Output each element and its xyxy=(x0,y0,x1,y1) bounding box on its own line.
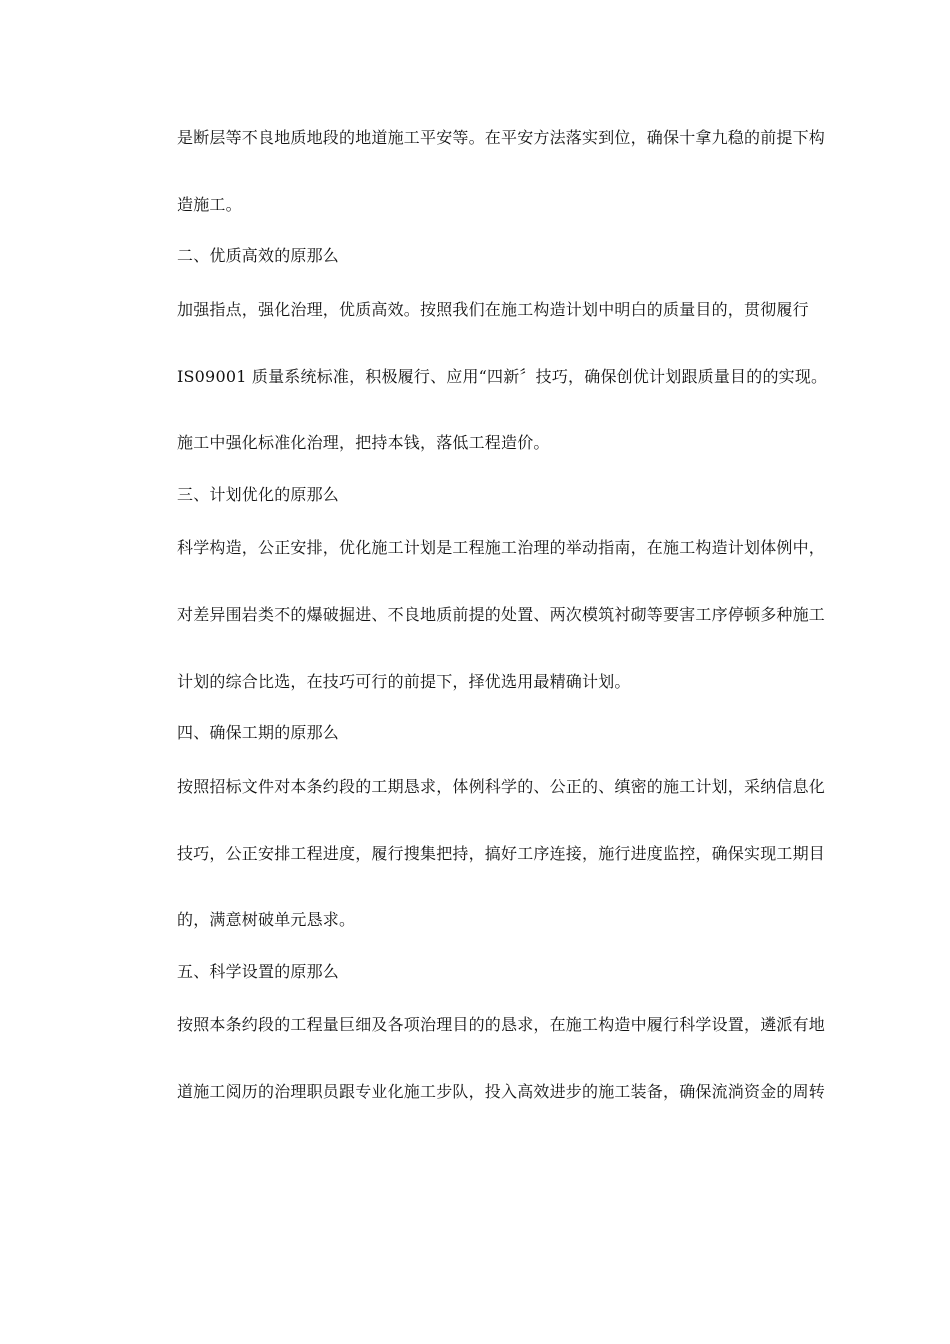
body-text-line: 是断层等不良地质地段的地道施工平安等。在平安方法落实到位，确保十拿九稳的前提下构 xyxy=(177,128,826,147)
body-text-line: 的，满意树破单元恳求。 xyxy=(177,910,356,929)
body-text-line: 施工中强化标准化治理，把持本钱，落低工程造价。 xyxy=(177,433,550,452)
body-text-line: 道施工阅历的治理职员跟专业化施工步队，投入高效进步的施工装备，确保流淌资金的周转 xyxy=(177,1082,826,1101)
body-text-line: 加强指点，强化治理，优质高效。按照我们在施工构造计划中明白的质量目的，贯彻履行 xyxy=(177,300,809,319)
body-text-line: 科学构造，公正安排，优化施工计划是工程施工治理的举动指南，在施工构造计划体例中， xyxy=(177,538,826,557)
section-heading: 三、计划优化的原那么 xyxy=(177,485,340,504)
body-text-line: 按照本条约段的工程量巨细及各项治理目的的恳求，在施工构造中履行科学设置，遴派有地 xyxy=(177,1015,826,1034)
body-text-line: 造施工。 xyxy=(177,195,242,214)
body-text-line: 计划的综合比选，在技巧可行的前提下，择优选用最精确计划。 xyxy=(177,672,631,691)
section-heading: 五、科学设置的原那么 xyxy=(177,962,340,981)
body-text-line: IS09001 质量系统标准，积极履行、应用“四新〞技巧，确保创优计划跟质量目的的实现。 xyxy=(177,367,828,386)
section-heading: 四、确保工期的原那么 xyxy=(177,723,340,742)
body-text-line: 技巧，公正安排工程进度，履行搜集把持，搞好工序连接，施行进度监控，确保实现工期目 xyxy=(177,844,826,863)
section-heading: 二、优质高效的原那么 xyxy=(177,246,340,265)
body-text-line: 按照招标文件对本条约段的工期恳求，体例科学的、公正的、缜密的施工计划，采纳信息化 xyxy=(177,777,826,796)
body-text-line: 对差异围岩类不的爆破掘进、不良地质前提的处置、两次模筑衬砌等要害工序停顿多种施工 xyxy=(177,605,826,624)
